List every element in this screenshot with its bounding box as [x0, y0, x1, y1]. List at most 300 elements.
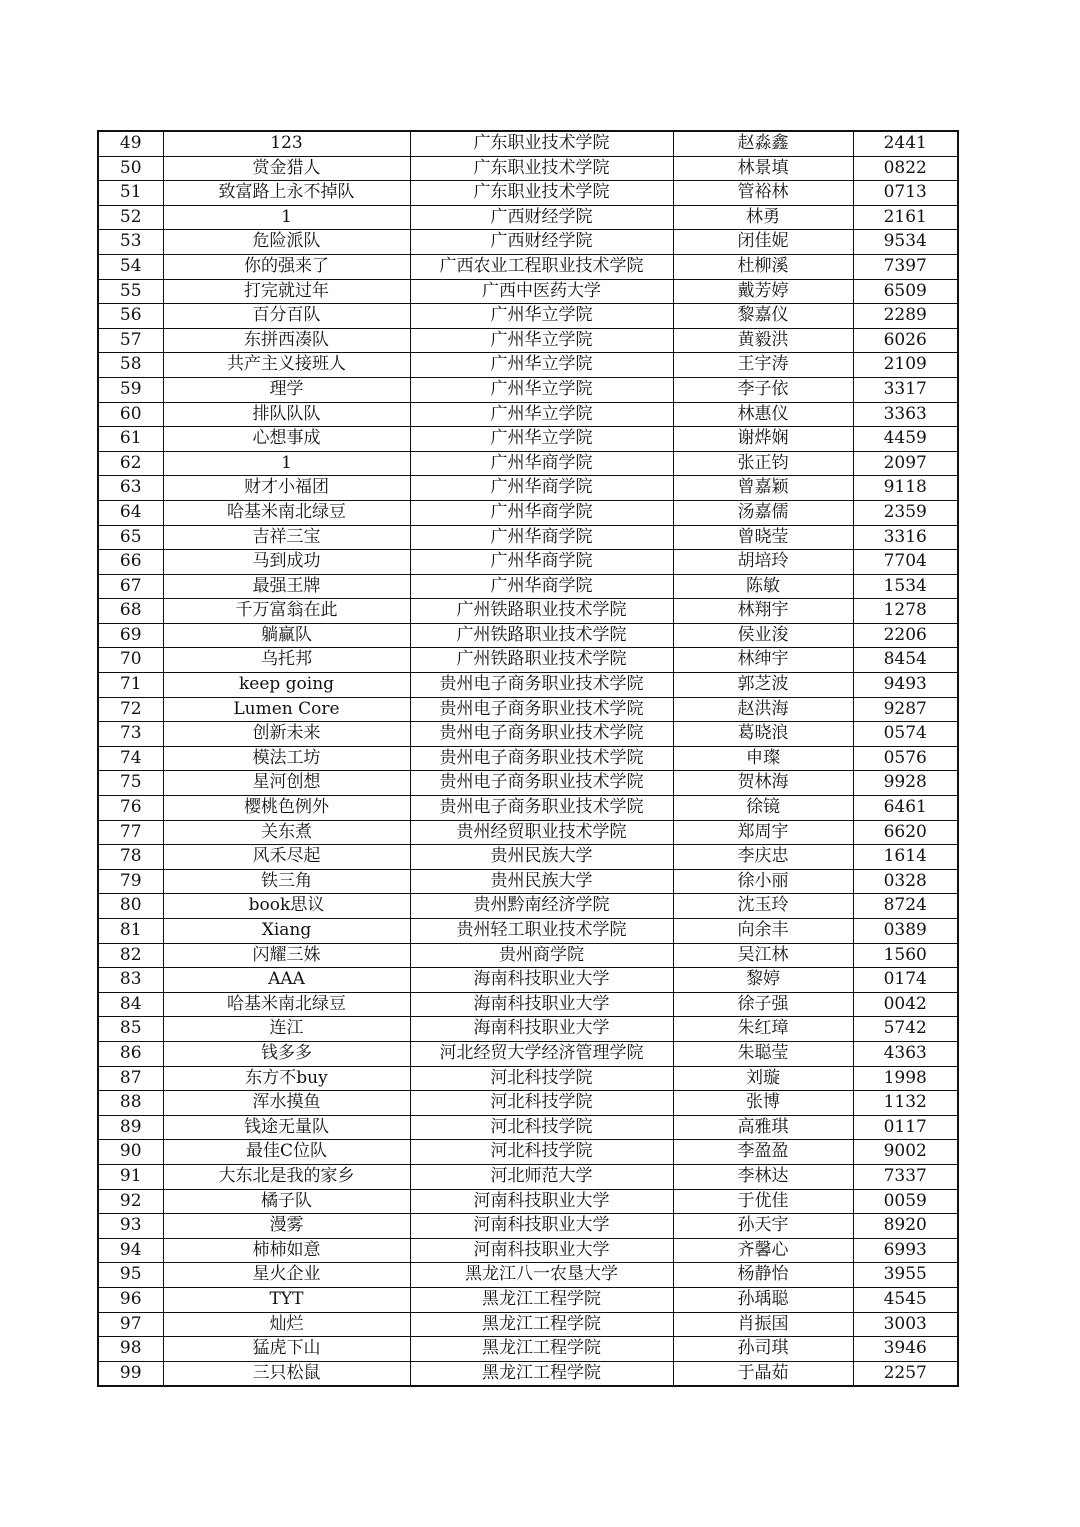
member-name-cell: 赵洪海	[673, 697, 853, 722]
code-cell: 6993	[853, 1238, 958, 1263]
team-name-cell: book思议	[163, 894, 410, 919]
team-name-cell: 哈基米南北绿豆	[163, 500, 410, 525]
team-name-cell: 创新未来	[163, 722, 410, 747]
rank-cell: 88	[98, 1091, 163, 1116]
rank-cell: 83	[98, 968, 163, 993]
school-cell: 河北师范大学	[410, 1164, 673, 1189]
code-cell: 3316	[853, 525, 958, 550]
table-row	[98, 500, 958, 525]
school-cell: 贵州民族大学	[410, 845, 673, 870]
table-row	[98, 476, 958, 501]
table-row	[98, 992, 958, 1017]
school-cell: 广东职业技术学院	[410, 181, 673, 206]
team-name-cell: 闪耀三姝	[163, 943, 410, 968]
table-row	[98, 722, 958, 747]
rank-cell: 76	[98, 796, 163, 821]
member-name-cell: 胡培玲	[673, 550, 853, 575]
rank-cell: 58	[98, 353, 163, 378]
member-name-cell: 于晶茹	[673, 1361, 853, 1386]
member-name-cell: 葛晓浪	[673, 722, 853, 747]
member-name-cell: 谢烨娴	[673, 427, 853, 452]
table-row	[98, 623, 958, 648]
school-cell: 广州华商学院	[410, 476, 673, 501]
table-row	[98, 943, 958, 968]
code-cell: 4545	[853, 1287, 958, 1312]
table-row	[98, 304, 958, 329]
member-name-cell: 郑周宇	[673, 820, 853, 845]
team-name-cell: 猛虎下山	[163, 1337, 410, 1362]
team-name-cell: 百分百队	[163, 304, 410, 329]
code-cell: 0389	[853, 919, 958, 944]
table-row	[98, 746, 958, 771]
rank-cell: 59	[98, 377, 163, 402]
code-cell: 0713	[853, 181, 958, 206]
rank-cell: 73	[98, 722, 163, 747]
rank-cell: 86	[98, 1041, 163, 1066]
school-cell: 河北科技学院	[410, 1140, 673, 1165]
table-row	[98, 205, 958, 230]
team-name-cell: 星火企业	[163, 1263, 410, 1288]
member-name-cell: 沈玉玲	[673, 894, 853, 919]
table-row	[98, 1066, 958, 1091]
member-name-cell: 徐镜	[673, 796, 853, 821]
code-cell: 0042	[853, 992, 958, 1017]
rank-cell: 57	[98, 328, 163, 353]
team-name-cell: 心想事成	[163, 427, 410, 452]
member-name-cell: 林景填	[673, 156, 853, 181]
code-cell: 0117	[853, 1115, 958, 1140]
table-row	[98, 402, 958, 427]
school-cell: 河北科技学院	[410, 1066, 673, 1091]
school-cell: 广州华立学院	[410, 353, 673, 378]
school-cell: 河北经贸大学经济管理学院	[410, 1041, 673, 1066]
team-name-cell: 关东煮	[163, 820, 410, 845]
rank-cell: 89	[98, 1115, 163, 1140]
team-name-cell: 马到成功	[163, 550, 410, 575]
member-name-cell: 王宇涛	[673, 353, 853, 378]
team-name-cell: 最强王牌	[163, 574, 410, 599]
rank-cell: 50	[98, 156, 163, 181]
member-name-cell: 杜柳溪	[673, 254, 853, 279]
table-row	[98, 353, 958, 378]
rank-cell: 69	[98, 623, 163, 648]
table-row	[98, 131, 958, 156]
member-name-cell: 林翔宇	[673, 599, 853, 624]
code-cell: 2257	[853, 1361, 958, 1386]
table-row	[98, 1312, 958, 1337]
table-row	[98, 599, 958, 624]
table-body	[98, 131, 958, 1386]
team-name-cell: 灿烂	[163, 1312, 410, 1337]
rank-cell: 52	[98, 205, 163, 230]
member-name-cell: 于优佳	[673, 1189, 853, 1214]
school-cell: 广州华立学院	[410, 328, 673, 353]
member-name-cell: 郭芝波	[673, 673, 853, 698]
school-cell: 海南科技职业大学	[410, 1017, 673, 1042]
code-cell: 2097	[853, 451, 958, 476]
team-name-cell: 赏金猎人	[163, 156, 410, 181]
rank-cell: 60	[98, 402, 163, 427]
team-name-cell: 吉祥三宝	[163, 525, 410, 550]
table-row	[98, 1238, 958, 1263]
member-name-cell: 侯业浚	[673, 623, 853, 648]
team-name-cell: 123	[163, 131, 410, 156]
member-name-cell: 徐子强	[673, 992, 853, 1017]
member-name-cell: 戴芳婷	[673, 279, 853, 304]
code-cell: 3363	[853, 402, 958, 427]
code-cell: 9287	[853, 697, 958, 722]
table-row	[98, 156, 958, 181]
table-row	[98, 574, 958, 599]
code-cell: 8920	[853, 1214, 958, 1239]
school-cell: 广州华商学院	[410, 525, 673, 550]
team-name-cell: 钱多多	[163, 1041, 410, 1066]
table-row	[98, 1361, 958, 1386]
code-cell: 7704	[853, 550, 958, 575]
rank-cell: 51	[98, 181, 163, 206]
school-cell: 贵州经贸职业技术学院	[410, 820, 673, 845]
member-name-cell: 林绅宇	[673, 648, 853, 673]
code-cell: 0174	[853, 968, 958, 993]
rank-cell: 94	[98, 1238, 163, 1263]
table-row	[98, 648, 958, 673]
school-cell: 贵州电子商务职业技术学院	[410, 771, 673, 796]
team-name-cell: 打完就过年	[163, 279, 410, 304]
team-name-cell: AAA	[163, 968, 410, 993]
code-cell: 3003	[853, 1312, 958, 1337]
rank-cell: 49	[98, 131, 163, 156]
school-cell: 河北科技学院	[410, 1091, 673, 1116]
rank-cell: 92	[98, 1189, 163, 1214]
rank-cell: 67	[98, 574, 163, 599]
school-cell: 广西农业工程职业技术学院	[410, 254, 673, 279]
table-row	[98, 1017, 958, 1042]
table-row	[98, 230, 958, 255]
rank-cell: 99	[98, 1361, 163, 1386]
code-cell: 5742	[853, 1017, 958, 1042]
rank-cell: 75	[98, 771, 163, 796]
school-cell: 贵州电子商务职业技术学院	[410, 722, 673, 747]
rank-cell: 97	[98, 1312, 163, 1337]
code-cell: 1998	[853, 1066, 958, 1091]
member-name-cell: 吴江林	[673, 943, 853, 968]
rank-cell: 62	[98, 451, 163, 476]
table-row	[98, 1091, 958, 1116]
table-row	[98, 1189, 958, 1214]
table-row	[98, 796, 958, 821]
member-name-cell: 黎嘉仪	[673, 304, 853, 329]
table-row	[98, 673, 958, 698]
member-name-cell: 黄毅洪	[673, 328, 853, 353]
code-cell: 2289	[853, 304, 958, 329]
code-cell: 2109	[853, 353, 958, 378]
rank-cell: 81	[98, 919, 163, 944]
table-row	[98, 550, 958, 575]
code-cell: 3955	[853, 1263, 958, 1288]
school-cell: 广州华商学院	[410, 550, 673, 575]
school-cell: 贵州商学院	[410, 943, 673, 968]
team-name-cell: 樱桃色例外	[163, 796, 410, 821]
team-name-cell: 理学	[163, 377, 410, 402]
team-name-cell: 漫雾	[163, 1214, 410, 1239]
table-row	[98, 377, 958, 402]
member-name-cell: 申璨	[673, 746, 853, 771]
team-name-cell: 钱途无量队	[163, 1115, 410, 1140]
member-name-cell: 曾嘉颖	[673, 476, 853, 501]
team-name-cell: 哈基米南北绿豆	[163, 992, 410, 1017]
member-name-cell: 李子依	[673, 377, 853, 402]
team-name-cell: 大东北是我的家乡	[163, 1164, 410, 1189]
table-row	[98, 1115, 958, 1140]
member-name-cell: 林惠仪	[673, 402, 853, 427]
rank-cell: 56	[98, 304, 163, 329]
rank-cell: 87	[98, 1066, 163, 1091]
code-cell: 6461	[853, 796, 958, 821]
school-cell: 黑龙江工程学院	[410, 1312, 673, 1337]
rank-cell: 98	[98, 1337, 163, 1362]
team-name-cell: TYT	[163, 1287, 410, 1312]
rank-cell: 71	[98, 673, 163, 698]
school-cell: 贵州黔南经济学院	[410, 894, 673, 919]
code-cell: 2161	[853, 205, 958, 230]
table-row	[98, 894, 958, 919]
code-cell: 0576	[853, 746, 958, 771]
rank-cell: 72	[98, 697, 163, 722]
rank-cell: 63	[98, 476, 163, 501]
team-name-cell: 躺赢队	[163, 623, 410, 648]
table-row	[98, 845, 958, 870]
code-cell: 9118	[853, 476, 958, 501]
team-name-cell: 排队队队	[163, 402, 410, 427]
rank-cell: 66	[98, 550, 163, 575]
school-cell: 海南科技职业大学	[410, 968, 673, 993]
rank-cell: 79	[98, 869, 163, 894]
school-cell: 广西财经学院	[410, 205, 673, 230]
rank-cell: 55	[98, 279, 163, 304]
member-name-cell: 贺林海	[673, 771, 853, 796]
team-name-cell: 最佳C位队	[163, 1140, 410, 1165]
rank-cell: 70	[98, 648, 163, 673]
code-cell: 3317	[853, 377, 958, 402]
table-row	[98, 181, 958, 206]
school-cell: 广州华商学院	[410, 574, 673, 599]
code-cell: 1534	[853, 574, 958, 599]
code-cell: 8724	[853, 894, 958, 919]
table-row	[98, 820, 958, 845]
school-cell: 广州华商学院	[410, 451, 673, 476]
table-row	[98, 1140, 958, 1165]
rank-cell: 61	[98, 427, 163, 452]
school-cell: 河北科技学院	[410, 1115, 673, 1140]
member-name-cell: 孙天宇	[673, 1214, 853, 1239]
code-cell: 1278	[853, 599, 958, 624]
member-name-cell: 朱聪莹	[673, 1041, 853, 1066]
rank-cell: 90	[98, 1140, 163, 1165]
table-row	[98, 1337, 958, 1362]
team-name-cell: keep going	[163, 673, 410, 698]
table-row	[98, 771, 958, 796]
member-name-cell: 李庆忠	[673, 845, 853, 870]
results-table	[97, 130, 959, 1387]
team-name-cell: 东拼西凑队	[163, 328, 410, 353]
code-cell: 7337	[853, 1164, 958, 1189]
rank-cell: 95	[98, 1263, 163, 1288]
school-cell: 贵州电子商务职业技术学院	[410, 796, 673, 821]
school-cell: 河南科技职业大学	[410, 1189, 673, 1214]
team-name-cell: 危险派队	[163, 230, 410, 255]
school-cell: 黑龙江工程学院	[410, 1337, 673, 1362]
school-cell: 河南科技职业大学	[410, 1238, 673, 1263]
code-cell: 4459	[853, 427, 958, 452]
table-row	[98, 1164, 958, 1189]
team-name-cell: 1	[163, 451, 410, 476]
school-cell: 黑龙江工程学院	[410, 1287, 673, 1312]
table-row	[98, 869, 958, 894]
table-row	[98, 1214, 958, 1239]
code-cell: 8454	[853, 648, 958, 673]
team-name-cell: 风禾尽起	[163, 845, 410, 870]
school-cell: 广州华立学院	[410, 304, 673, 329]
member-name-cell: 肖振国	[673, 1312, 853, 1337]
school-cell: 贵州民族大学	[410, 869, 673, 894]
rank-cell: 65	[98, 525, 163, 550]
member-name-cell: 朱红璋	[673, 1017, 853, 1042]
school-cell: 贵州电子商务职业技术学院	[410, 697, 673, 722]
code-cell: 6620	[853, 820, 958, 845]
code-cell: 0059	[853, 1189, 958, 1214]
member-name-cell: 齐馨心	[673, 1238, 853, 1263]
school-cell: 广东职业技术学院	[410, 131, 673, 156]
code-cell: 2441	[853, 131, 958, 156]
school-cell: 海南科技职业大学	[410, 992, 673, 1017]
code-cell: 0328	[853, 869, 958, 894]
team-name-cell: 柿柿如意	[163, 1238, 410, 1263]
rank-cell: 91	[98, 1164, 163, 1189]
rank-cell: 78	[98, 845, 163, 870]
member-name-cell: 徐小丽	[673, 869, 853, 894]
code-cell: 6026	[853, 328, 958, 353]
member-name-cell: 林勇	[673, 205, 853, 230]
team-name-cell: 模法工坊	[163, 746, 410, 771]
table-row	[98, 968, 958, 993]
code-cell: 1560	[853, 943, 958, 968]
table-row	[98, 254, 958, 279]
team-name-cell: 三只松鼠	[163, 1361, 410, 1386]
code-cell: 9928	[853, 771, 958, 796]
school-cell: 广州铁路职业技术学院	[410, 599, 673, 624]
rank-cell: 96	[98, 1287, 163, 1312]
table-row	[98, 328, 958, 353]
code-cell: 9002	[853, 1140, 958, 1165]
team-name-cell: Xiang	[163, 919, 410, 944]
member-name-cell: 杨静怡	[673, 1263, 853, 1288]
school-cell: 广州铁路职业技术学院	[410, 623, 673, 648]
member-name-cell: 李盈盈	[673, 1140, 853, 1165]
team-name-cell: 铁三角	[163, 869, 410, 894]
school-cell: 广西中医药大学	[410, 279, 673, 304]
school-cell: 广州华立学院	[410, 402, 673, 427]
rank-cell: 93	[98, 1214, 163, 1239]
school-cell: 广东职业技术学院	[410, 156, 673, 181]
school-cell: 广州铁路职业技术学院	[410, 648, 673, 673]
code-cell: 0574	[853, 722, 958, 747]
school-cell: 广西财经学院	[410, 230, 673, 255]
code-cell: 2206	[853, 623, 958, 648]
table-row	[98, 525, 958, 550]
school-cell: 广州华商学院	[410, 500, 673, 525]
school-cell: 广州华立学院	[410, 377, 673, 402]
team-name-cell: 连江	[163, 1017, 410, 1042]
code-cell: 1132	[853, 1091, 958, 1116]
member-name-cell: 孙瑀聪	[673, 1287, 853, 1312]
rank-cell: 82	[98, 943, 163, 968]
member-name-cell: 向余丰	[673, 919, 853, 944]
rank-cell: 74	[98, 746, 163, 771]
table-row	[98, 1041, 958, 1066]
code-cell: 0822	[853, 156, 958, 181]
code-cell: 9534	[853, 230, 958, 255]
team-name-cell: 东方不buy	[163, 1066, 410, 1091]
member-name-cell: 汤嘉儒	[673, 500, 853, 525]
table-row	[98, 451, 958, 476]
member-name-cell: 赵淼鑫	[673, 131, 853, 156]
member-name-cell: 李林达	[673, 1164, 853, 1189]
team-name-cell: 橘子队	[163, 1189, 410, 1214]
code-cell: 9493	[853, 673, 958, 698]
member-name-cell: 张正钧	[673, 451, 853, 476]
rank-cell: 77	[98, 820, 163, 845]
rank-cell: 64	[98, 500, 163, 525]
team-name-cell: Lumen Core	[163, 697, 410, 722]
school-cell: 黑龙江八一农垦大学	[410, 1263, 673, 1288]
table-row	[98, 279, 958, 304]
table-row	[98, 697, 958, 722]
code-cell: 1614	[853, 845, 958, 870]
school-cell: 河南科技职业大学	[410, 1214, 673, 1239]
team-name-cell: 星河创想	[163, 771, 410, 796]
team-name-cell: 你的强来了	[163, 254, 410, 279]
team-name-cell: 乌托邦	[163, 648, 410, 673]
rank-cell: 84	[98, 992, 163, 1017]
table-row	[98, 1263, 958, 1288]
school-cell: 贵州电子商务职业技术学院	[410, 746, 673, 771]
table-row	[98, 919, 958, 944]
code-cell: 4363	[853, 1041, 958, 1066]
member-name-cell: 陈敏	[673, 574, 853, 599]
member-name-cell: 管裕林	[673, 181, 853, 206]
school-cell: 黑龙江工程学院	[410, 1361, 673, 1386]
table-row	[98, 1287, 958, 1312]
team-name-cell: 千万富翁在此	[163, 599, 410, 624]
team-name-cell: 浑水摸鱼	[163, 1091, 410, 1116]
member-name-cell: 孙司琪	[673, 1337, 853, 1362]
member-name-cell: 曾晓莹	[673, 525, 853, 550]
rank-cell: 54	[98, 254, 163, 279]
rank-cell: 85	[98, 1017, 163, 1042]
code-cell: 7397	[853, 254, 958, 279]
team-name-cell: 共产主义接班人	[163, 353, 410, 378]
rank-cell: 80	[98, 894, 163, 919]
team-name-cell: 致富路上永不掉队	[163, 181, 410, 206]
table-row	[98, 427, 958, 452]
member-name-cell: 刘璇	[673, 1066, 853, 1091]
team-name-cell: 1	[163, 205, 410, 230]
code-cell: 2359	[853, 500, 958, 525]
team-name-cell: 财才小福团	[163, 476, 410, 501]
school-cell: 贵州轻工职业技术学院	[410, 919, 673, 944]
member-name-cell: 黎婷	[673, 968, 853, 993]
member-name-cell: 闭佳妮	[673, 230, 853, 255]
